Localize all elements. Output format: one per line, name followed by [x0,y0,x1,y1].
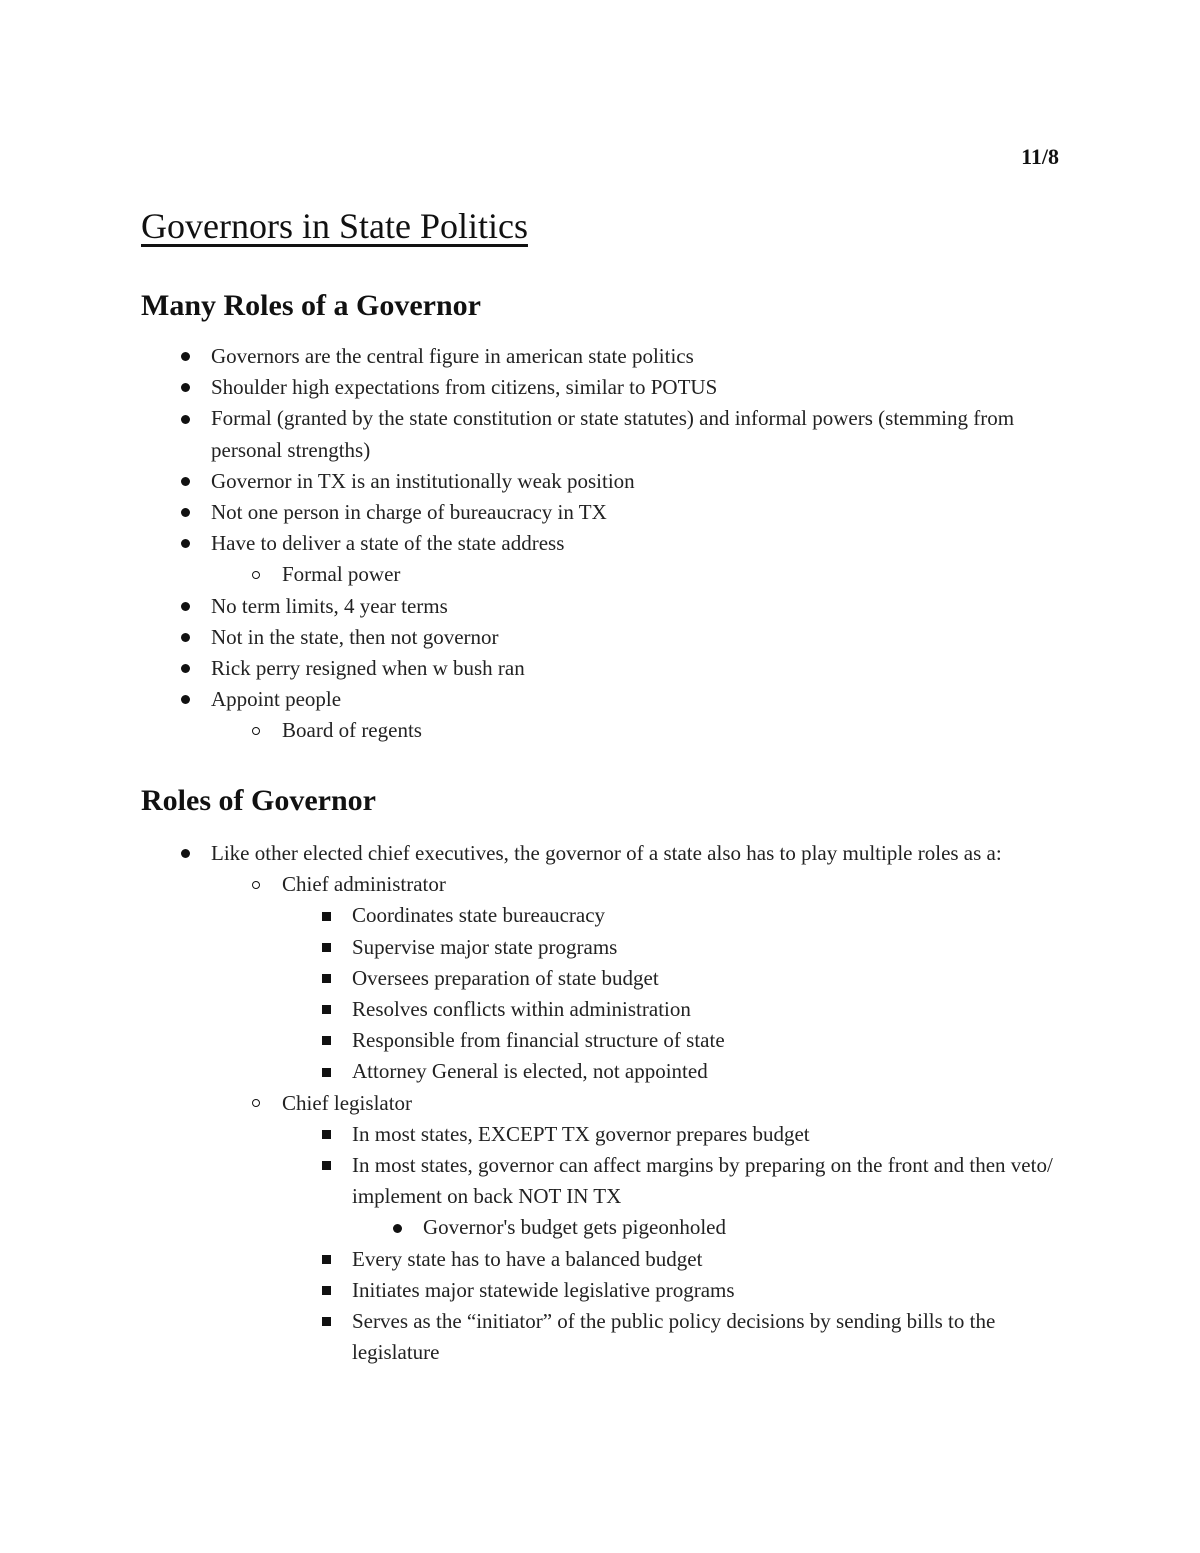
document-title: Governors in State Politics [141,206,528,246]
list-item [141,559,1061,590]
bullet-marker-icon [175,466,195,497]
list-item [141,715,1061,746]
bullet-marker-icon [387,1212,407,1243]
square-marker-icon [316,1275,336,1306]
list-item [141,838,1061,869]
list-item [141,1025,1061,1056]
square-marker-icon [316,1056,336,1087]
list-item [141,1275,1061,1306]
square-marker-icon [316,994,336,1025]
square-marker-icon [316,1150,336,1181]
list-item [141,1244,1061,1275]
section-heading-roles: Roles of Governor [141,784,376,817]
list-item [141,1150,1061,1212]
list-item-text: Every state has to have a balanced budget [352,1246,703,1271]
list-item [141,932,1061,963]
square-marker-icon [316,1119,336,1150]
list-item-text: Responsible from financial structure of state [352,1028,725,1053]
list-item [141,1119,1061,1150]
list-item-text: Shoulder high expectations from citizens, similar to POTUS [211,375,718,400]
list-item [141,963,1061,994]
list-item [141,466,1061,497]
list-item [141,994,1061,1025]
list-item [141,684,1061,715]
bullet-marker-icon [175,622,195,653]
list-item-text: Like other elected chief executives, the governor of a state also has to play multiple roles as a: [211,841,1002,865]
list-item-text: Formal (granted by the state constitution or state statutes) and informal powers (stemming from personal strengths) [211,406,1015,462]
list-item-text: Coordinates state bureaucracy [352,903,606,928]
list-item-text: Supervise major state programs [352,934,618,959]
square-marker-icon [316,932,336,963]
square-marker-icon [316,900,336,931]
list-item [141,591,1061,622]
list-item [141,622,1061,653]
square-marker-icon [316,1306,336,1337]
bullet-marker-icon [175,528,195,559]
list-item-text: Not in the state, then not governor [211,624,499,649]
list-item [141,341,1061,372]
list-item [141,1212,1061,1243]
list-item [141,403,1061,465]
list-item-text: Formal power [282,562,401,587]
list-item-text: Resolves conflicts within administration [352,997,691,1022]
list-item-text: In most states, governor can affect margins by preparing on the front and then veto/ implement on back NOT IN TX [352,1153,1053,1209]
list-item-text: Chief legislator [282,1090,413,1115]
note-date: 11/8 [1021,144,1059,169]
square-marker-icon [316,1025,336,1056]
list-item-text: Have to deliver a state of the state address [211,531,565,556]
roles-list [141,838,1061,1368]
list-item-text: Oversees preparation of state budget [352,965,659,990]
list-item-text: Serves as the “initiator” of the public policy decisions by sending bills to the legislature [352,1309,996,1365]
list-item-text: No term limits, 4 year terms [211,593,448,618]
bullet-marker-icon [175,653,195,684]
list-item [141,528,1061,559]
list-item-text: Board of regents [282,718,422,743]
square-marker-icon [316,963,336,994]
list-item-text: Rick perry resigned when w bush ran [211,656,525,681]
list-item [141,869,1061,900]
list-item [141,900,1061,931]
list-item-text: Governor in TX is an institutionally weak position [211,468,635,493]
list-item-text: Not one person in charge of bureaucracy in TX [211,500,607,525]
many-roles-list [141,341,1061,747]
list-item-text: Appoint people [211,687,342,712]
bullet-marker-icon [175,591,195,622]
bullet-marker-icon [175,372,195,403]
list-item [141,372,1061,403]
square-marker-icon [316,1244,336,1275]
list-item-text: Chief administrator [282,872,446,897]
bullet-marker-icon [175,403,195,434]
list-item [141,497,1061,528]
list-item-text: Attorney General is elected, not appointed [352,1059,708,1084]
bullet-marker-icon [175,341,195,372]
circle-marker-icon [246,559,266,590]
circle-marker-icon [246,1088,266,1119]
circle-marker-icon [246,869,266,900]
bullet-marker-icon [175,684,195,715]
list-item-text: Governor's budget gets pigeonholed [423,1215,726,1240]
section-heading-many-roles: Many Roles of a Governor [141,289,481,322]
bullet-marker-icon [175,838,195,869]
list-item [141,653,1061,684]
circle-marker-icon [246,715,266,746]
list-item [141,1088,1061,1119]
list-item-text: Governors are the central figure in american state politics [211,344,694,368]
list-item-text: Initiates major statewide legislative programs [352,1277,735,1302]
list-item-text: In most states, EXCEPT TX governor prepares budget [352,1121,810,1146]
bullet-marker-icon [175,497,195,528]
list-item [141,1306,1061,1368]
list-item [141,1056,1061,1087]
